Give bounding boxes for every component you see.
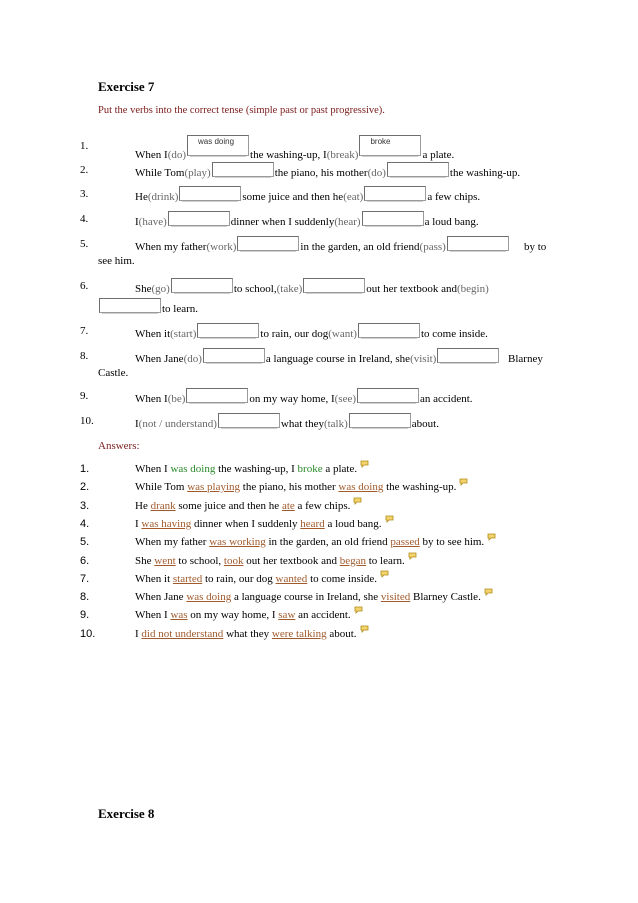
answer-input[interactable] [99, 298, 161, 313]
answer-row [0, 609, 638, 627]
verb-hint: (take) [276, 283, 303, 295]
comment-bubble-icon[interactable] [354, 605, 363, 613]
verb-hint: (see) [334, 393, 357, 405]
comment-bubble-icon[interactable] [408, 551, 417, 559]
answer-input[interactable] [179, 186, 241, 201]
exercise-row [0, 415, 638, 435]
sentence-text: I [135, 216, 139, 228]
verb-hint: (do) [167, 149, 187, 161]
sentence-text: to rain, our dog [260, 328, 329, 340]
item-number: 2. [80, 164, 89, 176]
exercise-row [0, 325, 638, 345]
verb-hint: (not / understand) [138, 418, 217, 430]
sentence [135, 137, 455, 161]
sentence-text: to rain, our dog [202, 572, 276, 585]
verb-hint: (pass) [419, 241, 446, 253]
answer-input[interactable] [437, 348, 499, 363]
sentence-text: to come inside. [420, 328, 488, 340]
sentence-text: When I [135, 393, 168, 405]
item-number: 8. [80, 350, 89, 362]
answer-row [0, 573, 638, 591]
sentence-text: She [135, 283, 152, 295]
answer-input[interactable] [168, 211, 230, 226]
answer-input[interactable] [237, 236, 299, 251]
answer-number: 3. [80, 499, 90, 512]
sentence [135, 325, 488, 340]
comment-bubble-icon[interactable] [353, 496, 362, 504]
verb-hint: (play) [184, 167, 211, 179]
corrected-answer: was doing [186, 591, 232, 604]
sentence-text: an accident. [420, 393, 473, 405]
answer-row [0, 591, 638, 609]
verb-hint: (want) [328, 328, 357, 340]
sentence-text: some juice and then he [175, 499, 282, 512]
sentence-text: When my father [135, 241, 207, 253]
sentence-text: a few chips. [294, 499, 351, 512]
verb-hint: (drink) [147, 191, 179, 203]
sentence-text: a plate. [422, 149, 455, 161]
corrected-answer: was having [141, 517, 192, 530]
sentence [135, 390, 473, 405]
verb-hint: (work) [206, 241, 237, 253]
answer-sentence [135, 463, 369, 475]
sentence [135, 188, 480, 203]
sentence-text: a language course in Ireland, she [265, 353, 411, 365]
corrected-answer: were talking [271, 627, 327, 640]
sentence-text: When I [135, 463, 171, 475]
sentence-text: the washing-up. [449, 167, 521, 179]
corrected-answer: was [170, 609, 188, 622]
comment-bubble-icon[interactable] [385, 514, 394, 522]
comment-bubble-icon[interactable] [380, 569, 389, 577]
verb-hint: (have) [138, 216, 167, 228]
answer-sentence [135, 609, 363, 621]
answer-input[interactable] [171, 278, 233, 293]
sentence-text: Blarney [508, 353, 543, 365]
answer-number: 7. [80, 572, 90, 585]
sentence-text: the piano, his mother [274, 167, 368, 179]
comment-bubble-icon[interactable] [484, 587, 493, 595]
verb-hint: (talk) [323, 418, 348, 430]
sentence-text: to school, [233, 283, 277, 295]
sentence-text: to come inside. [307, 572, 377, 585]
answer-row [0, 481, 638, 499]
sentence-text: in the garden, an old friend [300, 241, 420, 253]
exercise-row [0, 390, 638, 410]
answer-sentence [135, 628, 369, 640]
answer-sentence [135, 591, 493, 603]
corrected-answer: did not understand [141, 627, 224, 640]
item-number: 4. [80, 213, 89, 225]
sentence-text: When it [135, 328, 171, 340]
answer-input[interactable]: was doing [187, 135, 249, 156]
sentence-text: about. [326, 627, 357, 640]
answer-number: 2. [80, 481, 90, 494]
sentence-text: While Tom [135, 167, 185, 179]
answer-input[interactable] [349, 413, 411, 428]
sentence-text: on my way home, I [249, 393, 335, 405]
corrected-answer: was doing [338, 481, 384, 494]
answer-sentence [135, 518, 394, 530]
exercise-row [0, 188, 638, 208]
sentence-text: on my way home, I [187, 609, 279, 622]
exercise-row-continuation [0, 367, 638, 387]
answer-input[interactable] [358, 323, 420, 338]
corrected-answer: heard [300, 517, 325, 530]
sentence-text: to school, [175, 554, 224, 567]
sentence-text: Blarney Castle. [410, 591, 481, 604]
sentence-text: a language course in Ireland, she [231, 591, 381, 604]
corrected-answer: began [339, 554, 366, 567]
exercise-7-instructions: Put the verbs into the correct tense (simple past or past progressive). [98, 105, 385, 116]
answer-row [0, 536, 638, 554]
answers-label: Answers: [98, 440, 140, 452]
answer-row [0, 500, 638, 518]
sentence-text: He [135, 499, 151, 512]
sentence-text: a plate. [322, 463, 358, 475]
sentence-text: While Tom [135, 481, 188, 494]
sentence [135, 280, 489, 295]
sentence [135, 415, 439, 430]
exercise-8-title: Exercise 8 [98, 806, 155, 821]
sentence-text: to learn. [162, 303, 199, 315]
sentence-text: a loud bang. [324, 517, 382, 530]
sentence-text: When my father [135, 536, 210, 549]
exercise-row-continuation [0, 300, 638, 320]
verb-hint: (break) [326, 149, 359, 161]
corrected-answer: saw [278, 609, 296, 622]
exercise-row [0, 137, 638, 161]
corrected-answer: was playing [187, 481, 241, 494]
sentence-text: Castle. [98, 367, 129, 379]
answer-input[interactable] [364, 186, 426, 201]
sentence-text: the piano, his mother [240, 481, 339, 494]
answer-row [0, 518, 638, 536]
verb-hint: (do) [367, 167, 386, 179]
sentence-text: by to [524, 241, 547, 253]
comment-bubble-icon[interactable] [459, 477, 468, 485]
verb-hint: (visit) [410, 353, 437, 365]
answer-row [0, 628, 638, 646]
corrected-answer: was working [209, 536, 266, 549]
comment-bubble-icon[interactable] [360, 624, 369, 632]
corrected-answer: drank [150, 499, 176, 512]
answer-sentence [135, 555, 417, 567]
sentence-text: When Jane [135, 353, 184, 365]
answer-input[interactable] [186, 388, 248, 403]
answer-input[interactable]: broke [359, 135, 421, 156]
item-number: 10. [80, 415, 94, 427]
sentence [98, 367, 128, 379]
sentence-text: She [135, 554, 155, 567]
verb-hint: (go) [151, 283, 170, 295]
sentence [98, 255, 135, 267]
sentence-text: I [135, 627, 142, 640]
answer-input[interactable] [357, 388, 419, 403]
answer-number: 6. [80, 554, 90, 567]
verb-hint: (begin) [457, 283, 489, 295]
answer-input[interactable] [362, 211, 424, 226]
sentence-text: dinner when I suddenly [191, 517, 301, 530]
sentence-text: in the garden, an old friend [265, 536, 391, 549]
answer-number: 1. [80, 463, 90, 475]
exercise-row [0, 164, 638, 184]
sentence-text: out her textbook and [366, 283, 457, 295]
answer-input[interactable] [197, 323, 259, 338]
sentence-text: I [135, 517, 142, 530]
sentence-text: dinner when I suddenly [230, 216, 335, 228]
answer-number: 9. [80, 609, 90, 622]
sentence-text: the washing-up, I [215, 463, 298, 475]
answer-sentence [135, 573, 389, 585]
comment-bubble-icon[interactable] [487, 532, 496, 540]
sentence-text: the washing-up. [383, 481, 457, 494]
exercise-row [0, 213, 638, 233]
verb-hint: (be) [167, 393, 186, 405]
answer-row [0, 463, 638, 481]
sentence-text: what they [223, 627, 272, 640]
corrected-answer: passed [390, 536, 420, 549]
sentence-text: by to see him. [419, 536, 485, 549]
item-number: 6. [80, 280, 89, 292]
sentence-text: what they [280, 418, 324, 430]
answer-number: 10. [80, 627, 96, 640]
answer-number: 8. [80, 591, 90, 604]
answer-input[interactable] [303, 278, 365, 293]
corrected-answer: went [154, 554, 176, 567]
sentence-text: out her textbook and [243, 554, 340, 567]
corrected-answer: started [172, 572, 203, 585]
answer-input[interactable] [218, 413, 280, 428]
exercise-row [0, 280, 638, 300]
item-number: 9. [80, 390, 89, 402]
answer-sentence [135, 536, 496, 548]
comment-bubble-icon[interactable] [360, 459, 369, 467]
verb-hint: (do) [183, 353, 202, 365]
sentence-text: to learn. [365, 554, 405, 567]
verb-hint: (hear) [334, 216, 361, 228]
answer-input[interactable] [203, 348, 265, 363]
sentence-text: some juice and then he [242, 191, 344, 203]
sentence-text: When I [135, 149, 168, 161]
item-number: 3. [80, 188, 89, 200]
item-number: 7. [80, 325, 89, 337]
sentence-text: about. [411, 418, 439, 430]
verb-hint: (start) [170, 328, 197, 340]
verb-hint: (eat) [343, 191, 364, 203]
sentence-text: When it [135, 572, 173, 585]
answer-number: 5. [80, 536, 90, 549]
sentence-text: a few chips. [427, 191, 481, 203]
sentence-text: When I [135, 609, 171, 622]
exercise-7-title: Exercise 7 [98, 79, 155, 94]
correct-answer: was doing [170, 463, 216, 475]
sentence [135, 164, 520, 179]
item-number: 1. [80, 140, 89, 152]
corrected-answer: ate [281, 499, 295, 512]
sentence-text: a loud bang. [424, 216, 479, 228]
corrected-answer: wanted [275, 572, 308, 585]
sentence-text: an accident. [295, 609, 351, 622]
sentence-text: see him. [98, 255, 135, 267]
answer-sentence [135, 500, 362, 512]
corrected-answer: took [223, 554, 244, 567]
sentence [135, 350, 543, 365]
sentence-text: I [135, 418, 139, 430]
answer-sentence [135, 481, 468, 493]
answer-input[interactable] [212, 162, 274, 177]
correct-answer: broke [297, 463, 323, 475]
sentence-text: He [135, 191, 148, 203]
answer-row [0, 555, 638, 573]
answer-input[interactable] [447, 236, 509, 251]
sentence-text: When Jane [135, 591, 187, 604]
sentence-text: the washing-up, I [250, 149, 327, 161]
sentence [135, 213, 479, 228]
sentence [135, 238, 547, 253]
answer-number: 4. [80, 517, 90, 530]
sentence [98, 300, 198, 315]
answer-input[interactable] [387, 162, 449, 177]
exercise-row-continuation [0, 255, 638, 275]
item-number: 5. [80, 238, 89, 250]
corrected-answer: visited [380, 591, 411, 604]
